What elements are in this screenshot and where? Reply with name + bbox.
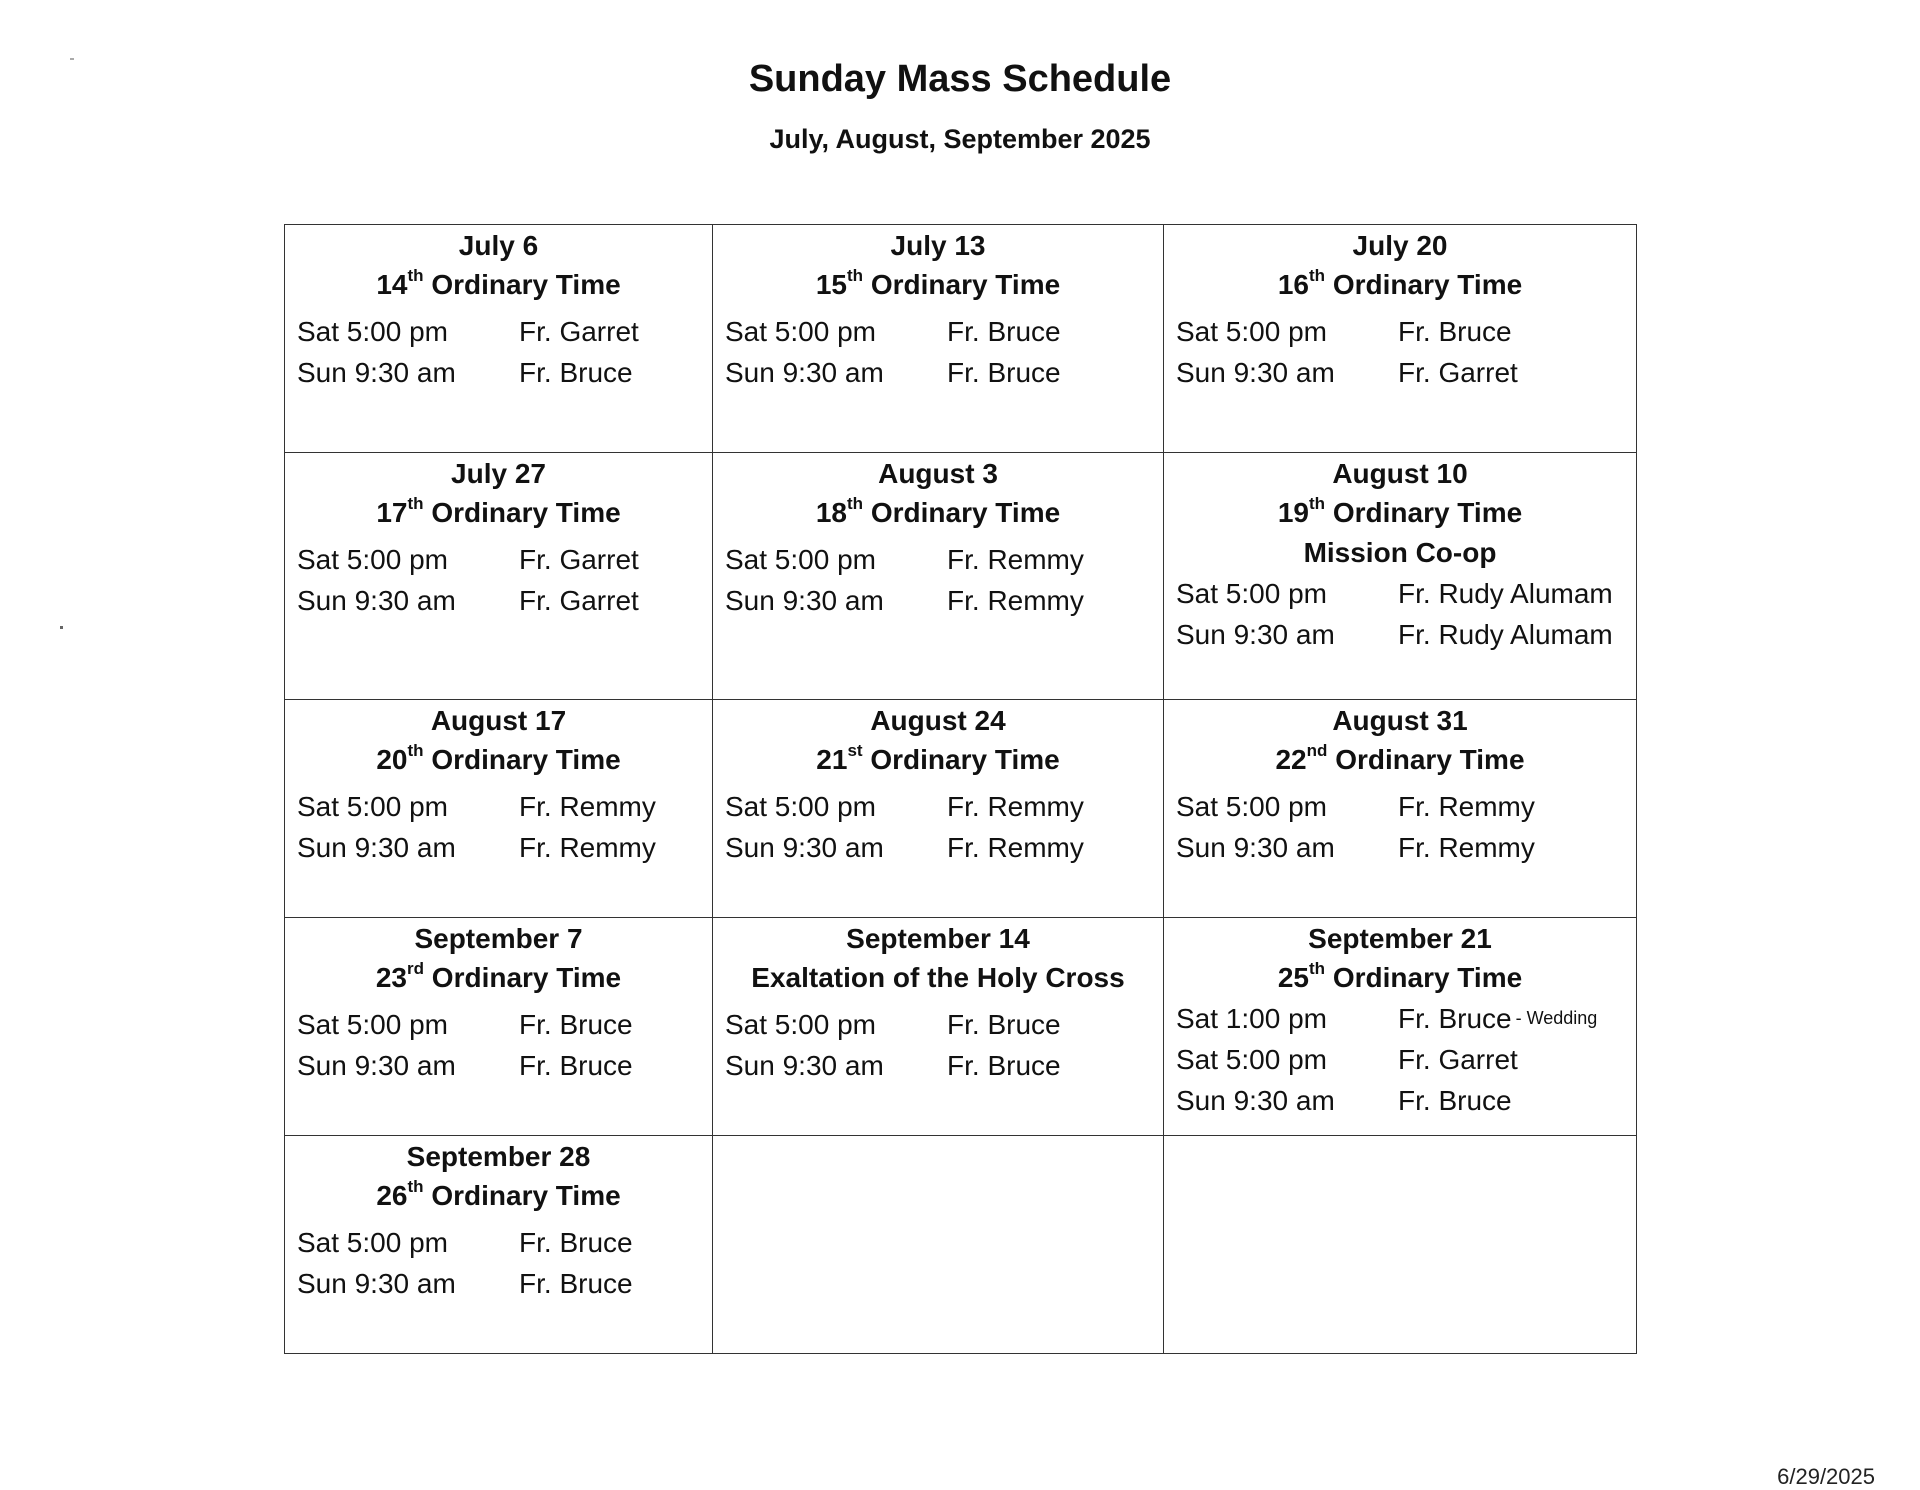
ordinal-number: 23 xyxy=(375,962,408,993)
mass-priest: Fr. Bruce xyxy=(1398,1085,1512,1116)
ordinal-number: 25 xyxy=(1277,962,1309,993)
occasion-name: Ordinary Time xyxy=(870,744,1060,775)
mass-list xyxy=(1176,786,1624,868)
mass-row xyxy=(725,1004,1151,1045)
mass-time: Sat 5:00 pm xyxy=(725,544,876,575)
ordinal-number: 19 xyxy=(1277,497,1309,528)
cell-occasion xyxy=(1176,493,1624,533)
mass-priest: Fr. Remmy xyxy=(947,544,1084,575)
ordinal-suffix: nd xyxy=(1306,740,1328,760)
schedule-cell xyxy=(285,1136,713,1354)
mass-priest: Fr. Garret xyxy=(1398,1044,1518,1075)
mass-note: - Wedding xyxy=(1515,1008,1598,1028)
mass-row xyxy=(725,1045,1151,1086)
mass-priest: Fr. Bruce xyxy=(947,1050,1061,1081)
cell-occasion xyxy=(297,265,700,305)
cell-date: July 6 xyxy=(458,230,539,261)
scan-speck xyxy=(70,58,74,60)
mass-time: Sat 5:00 pm xyxy=(297,544,448,575)
ordinal-suffix: th xyxy=(1309,493,1326,513)
mass-list xyxy=(1176,311,1624,393)
mass-time: Sun 9:30 am xyxy=(297,1050,456,1081)
schedule-cell xyxy=(713,225,1164,453)
cell-occasion xyxy=(297,493,700,533)
cell-date: September 14 xyxy=(846,923,1030,954)
mass-priest: Fr. Remmy xyxy=(519,832,656,863)
schedule-cell xyxy=(1164,225,1637,453)
mass-time: Sat 5:00 pm xyxy=(1176,791,1327,822)
mass-time: Sun 9:30 am xyxy=(297,1268,456,1299)
cell-date: August 3 xyxy=(878,458,998,489)
mass-priest: Fr. Bruce xyxy=(1398,316,1512,347)
mass-time: Sat 5:00 pm xyxy=(297,1227,448,1258)
mass-row xyxy=(725,539,1151,580)
mass-priest: Fr. Bruce xyxy=(519,357,633,388)
ordinal-number: 20 xyxy=(376,744,408,775)
mass-priest: Fr. Remmy xyxy=(947,585,1084,616)
mass-priest: Fr. Remmy xyxy=(947,791,1084,822)
cell-date: September 7 xyxy=(414,923,583,954)
cell-occasion xyxy=(1176,958,1624,998)
mass-time: Sat 5:00 pm xyxy=(1176,1044,1327,1075)
mass-priest: Fr. Rudy Alumam xyxy=(1398,578,1613,609)
mass-row xyxy=(725,580,1151,621)
occasion-name: Ordinary Time xyxy=(431,497,621,528)
mass-priest: Fr. Bruce xyxy=(947,316,1061,347)
mass-row xyxy=(1176,827,1624,868)
mass-time: Sun 9:30 am xyxy=(1176,357,1335,388)
mass-row xyxy=(297,827,700,868)
ordinal-number: 18 xyxy=(815,497,847,528)
mass-time: Sun 9:30 am xyxy=(297,832,456,863)
schedule-grid xyxy=(284,224,1637,1354)
mass-time: Sat 5:00 pm xyxy=(725,316,876,347)
ordinal-suffix: th xyxy=(1309,265,1326,285)
mass-time: Sun 9:30 am xyxy=(1176,1085,1335,1116)
footer-date: 6/29/2025 xyxy=(1777,1464,1875,1489)
mass-priest: Fr. Bruce xyxy=(519,1009,633,1040)
mass-row xyxy=(1176,1039,1624,1080)
mass-list xyxy=(725,786,1151,868)
mass-row xyxy=(725,827,1151,868)
cell-date: September 28 xyxy=(406,1141,591,1172)
mass-time: Sun 9:30 am xyxy=(725,1050,884,1081)
ordinal-suffix: th xyxy=(407,265,424,285)
ordinal-suffix: th xyxy=(847,493,864,513)
mass-row xyxy=(297,786,700,827)
ordinal-number: 21 xyxy=(816,744,848,775)
mass-row xyxy=(297,352,700,393)
schedule-cell xyxy=(1164,700,1637,918)
mass-priest: Fr. Remmy xyxy=(519,791,656,822)
mass-list xyxy=(297,1222,700,1304)
cell-occasion xyxy=(297,740,700,780)
cell-occasion xyxy=(725,493,1151,533)
page-subtitle: July, August, September 2025 xyxy=(769,124,1151,154)
mass-priest: Fr. Bruce xyxy=(1398,1003,1512,1034)
ordinal-number: 17 xyxy=(376,497,408,528)
schedule-cell xyxy=(713,453,1164,700)
ordinal-suffix: th xyxy=(407,493,424,513)
mass-list xyxy=(297,311,700,393)
mass-time: Sun 9:30 am xyxy=(1176,832,1335,863)
ordinal-number: 14 xyxy=(376,269,408,300)
mass-priest: Fr. Bruce xyxy=(947,1009,1061,1040)
mass-row xyxy=(725,786,1151,827)
mass-time: Sat 5:00 pm xyxy=(725,791,876,822)
mass-time: Sun 9:30 am xyxy=(725,585,884,616)
occasion-name: Ordinary Time xyxy=(1332,497,1523,528)
mass-priest: Fr. Bruce xyxy=(519,1268,633,1299)
ordinal-number: 22 xyxy=(1275,744,1307,775)
mass-row xyxy=(297,1045,700,1086)
mass-time: Sat 5:00 pm xyxy=(297,791,448,822)
occasion-name: Ordinary Time xyxy=(431,269,621,300)
ordinal-suffix: th xyxy=(1309,958,1326,978)
mass-priest: Fr. Remmy xyxy=(947,832,1084,863)
page-title: Sunday Mass Schedule xyxy=(748,58,1172,100)
mass-time: Sun 9:30 am xyxy=(725,357,884,388)
mass-priest: Fr. Garret xyxy=(519,316,639,347)
schedule-cell xyxy=(285,700,713,918)
mass-time: Sun 9:30 am xyxy=(1176,619,1335,650)
mass-time: Sat 5:00 pm xyxy=(297,316,448,347)
mass-time: Sat 5:00 pm xyxy=(1176,316,1327,347)
schedule-cell xyxy=(1164,918,1637,1136)
mass-time: Sat 5:00 pm xyxy=(297,1009,448,1040)
mass-row xyxy=(1176,573,1624,614)
ordinal-suffix: st xyxy=(847,740,863,760)
mass-time: Sun 9:30 am xyxy=(297,585,456,616)
occasion-name: Ordinary Time xyxy=(431,962,622,993)
mass-priest: Fr. Bruce xyxy=(947,357,1061,388)
mass-list xyxy=(297,786,700,868)
schedule-cell xyxy=(285,918,713,1136)
cell-date: August 31 xyxy=(1332,705,1468,736)
mass-row xyxy=(1176,311,1624,352)
occasion-name: Ordinary Time xyxy=(1332,269,1523,300)
ordinal-number: 16 xyxy=(1277,269,1309,300)
cell-occasion xyxy=(725,265,1151,305)
mass-row xyxy=(1176,352,1624,393)
schedule-cell xyxy=(285,453,713,700)
ordinal-suffix: rd xyxy=(407,958,425,978)
schedule-cell xyxy=(713,1136,1164,1354)
mass-time: Sat 5:00 pm xyxy=(1176,578,1327,609)
mass-list xyxy=(297,539,700,621)
occasion-name: Ordinary Time xyxy=(870,269,1061,300)
cell-date: August 17 xyxy=(430,705,567,736)
mass-row xyxy=(725,311,1151,352)
cell-date: September 21 xyxy=(1308,923,1492,954)
ordinal-suffix: th xyxy=(407,740,424,760)
mass-list xyxy=(725,1004,1151,1086)
mass-row xyxy=(725,352,1151,393)
occasion-name: Exaltation of the Holy Cross xyxy=(751,962,1125,993)
schedule-cell xyxy=(1164,1136,1637,1354)
mass-priest: Fr. Bruce xyxy=(519,1227,633,1258)
ordinal-suffix: th xyxy=(847,265,864,285)
occasion-name: Ordinary Time xyxy=(1332,962,1523,993)
occasion-name: Ordinary Time xyxy=(870,497,1061,528)
mass-time: Sun 9:30 am xyxy=(297,357,456,388)
mass-time: Sat 1:00 pm xyxy=(1176,1003,1327,1034)
mass-list xyxy=(297,1004,700,1086)
schedule-cell xyxy=(713,700,1164,918)
mass-priest: Fr. Garret xyxy=(1398,357,1518,388)
schedule-cell xyxy=(285,225,713,453)
occasion-name: Ordinary Time xyxy=(431,1180,621,1211)
ordinal-number: 26 xyxy=(376,1180,408,1211)
cell-occasion xyxy=(725,958,1151,998)
schedule-cell xyxy=(713,918,1164,1136)
mass-row xyxy=(297,580,700,621)
mass-row xyxy=(297,311,700,352)
cell-occasion xyxy=(1176,740,1624,780)
cell-occasion xyxy=(725,740,1151,780)
mass-row xyxy=(1176,1080,1624,1121)
ordinal-suffix: th xyxy=(407,1176,424,1196)
cell-date: August 10 xyxy=(1332,458,1468,489)
schedule-cell xyxy=(1164,453,1637,700)
mass-row xyxy=(1176,786,1624,827)
cell-date: July 27 xyxy=(451,458,546,489)
mass-time: Sat 5:00 pm xyxy=(725,1009,876,1040)
mass-priest: Fr. Remmy xyxy=(1398,832,1535,863)
mass-row xyxy=(297,1222,700,1263)
mass-row xyxy=(1176,614,1624,655)
cell-occasion xyxy=(297,1176,700,1216)
occasion-name: Ordinary Time xyxy=(431,744,621,775)
mass-list xyxy=(1176,998,1624,1121)
ordinal-number: 15 xyxy=(815,269,847,300)
scan-speck xyxy=(60,626,63,629)
mass-priest: Fr. Remmy xyxy=(1398,791,1535,822)
cell-date: July 13 xyxy=(890,230,986,261)
cell-occasion xyxy=(1176,265,1624,305)
mass-list xyxy=(725,539,1151,621)
occasion-name: Ordinary Time xyxy=(1335,744,1525,775)
cell-date: August 24 xyxy=(870,705,1006,736)
cell-occasion xyxy=(297,958,700,998)
cell-date: July 20 xyxy=(1352,230,1448,261)
mass-row xyxy=(1176,998,1624,1039)
mass-row xyxy=(297,539,700,580)
mass-priest: Fr. Bruce xyxy=(519,1050,633,1081)
mass-priest: Fr. Garret xyxy=(519,585,639,616)
mass-row xyxy=(297,1263,700,1304)
cell-note: Mission Co-op xyxy=(1303,537,1497,568)
mass-row xyxy=(297,1004,700,1045)
mass-list xyxy=(725,311,1151,393)
mass-priest: Fr. Garret xyxy=(519,544,639,575)
mass-time: Sun 9:30 am xyxy=(725,832,884,863)
mass-list xyxy=(1176,573,1624,655)
mass-priest: Fr. Rudy Alumam xyxy=(1398,619,1613,650)
